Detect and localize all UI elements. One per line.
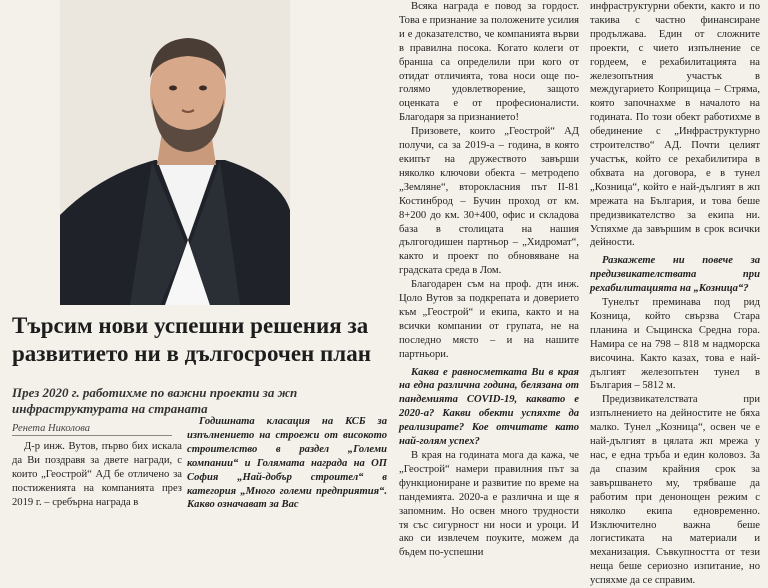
paragraph: Всяка награда е повод за гордост. Това е признание за положените усилия и е доказателство, че компанията върви в правилна посока. Когато колеги от бранша са определили при кого от отидат отличията, това носи още по-голямо удовлетворение, защото оценката е от професионалисти. Благодаря за признанието! — [399, 1, 579, 124]
column-2-text — [399, 0, 579, 560]
column-1-text — [12, 440, 182, 510]
article-headline: Търсим нови успешни решения за развитието ни в дългосрочен план — [12, 313, 371, 366]
paragraph: Д-р инж. Вутов, първо бих искала да Ви поздравя за двете награди, с които „Геострой“ АД бе отличено за постиженията на компанията през 2019 г. – сребърна награда в — [12, 441, 182, 508]
article-lead: През 2020 г. работихме по важни проекти за жп инфраструктурата на страната — [12, 385, 298, 416]
column-3-text — [590, 0, 760, 588]
paragraph: Предизвикателствата при изпълнението на дейностите не бяха малко. Тунел „Козница“, освен че е най-дългият в цялата жп мрежа у нас, е една тръба и един коловоз. За да спазим крайния срок за завършването му, трябваше да работим при денонощен режим с няколко екипа едновременно. Изключително важна беше логистиката на материали и механизация. Съвкупността от тези неща беше сериозно изпитание, но успяхме да се справим. — [590, 394, 760, 587]
column-1b-text — [187, 415, 387, 512]
paragraph: Благодарен съм на проф. дтн инж. Цоло Вутов за подкрепата и доверието към „Геострой“ и екипа, както и на всички компании от групата, не на последно място – и на нашите партньори. — [399, 279, 579, 360]
paragraph: инфраструктурни обекти, както и по такива с частно финансиране продължава. Един от сложните проекти, с чието изпълнение се гордеем, е рехабилитацията на железопътния участък в междугарието Коприщица – Стряма, която започнахме в началото на годината. По този обект работихме в обединение с „Инфраструктурно строителство“ АД. Почти целият участък, който се рехабилитира в обхвата на договора, е в тунел „Козница“, който е най-дългият в жп мрежата на България, и това беше предизвикателство за екипа ни. Успяхме да завършим в срок всички дейности. — [590, 1, 760, 249]
paragraph: В края на годината мога да кажа, че „Геострой“ намери правилния път за функциониране и развитие по време на пандемията. 2020-а е различна и ще я запомним. Но освен много трудности тя със сигурност ни носи и уроци. И ако си извлечем поуките, можем да бъдем по-успешни — [399, 450, 579, 559]
paragraph: Тунелът преминава под рид Козница, който свързва Стара планина и Същинска Средна гора. Намира се на 798 – 818 м надморска височина. Както казах, това е най-дългият железопътен тунел в България – 5812 м. — [590, 297, 760, 392]
paragraph: Призовете, които „Геострой“ АД получи, са за 2019-а – година, в която екипът на дружеството завърши няколко ключови обекта – метродепо „Земляне“, второкласния път II-81 Костинброд – Бучин проход от км. 8+200 до км. 30+400, офис и складова база в столицата на нашия дългогодишен партньор – „Хидромат“, както и проект по обновяване на градската среда в Лом. — [399, 126, 579, 277]
portrait-illustration — [60, 0, 290, 305]
author-portrait-photo — [60, 0, 290, 305]
question-paragraph: Годишната класация на КСБ за изпълнението на строежи от високото строителство в раздел „Големи компании“ и Голямата награда на ОП София „Най-добър строител“ в категория „Много големи предприятия“. Какво означават за Вас — [187, 416, 387, 511]
interview-question: Разкажете ни повече за предизвикателствата при рехабилитацията на „Козница“? — [590, 255, 760, 295]
interview-question: Каква е равносметката Ви в края на една различна година, белязана от пандемията COVID-19, каквато е 2020-а? Какви обекти успяхте да реализирате? Кое отчитате като най-голям успех? — [399, 366, 579, 448]
author-byline: Ренета Николова — [12, 423, 172, 436]
